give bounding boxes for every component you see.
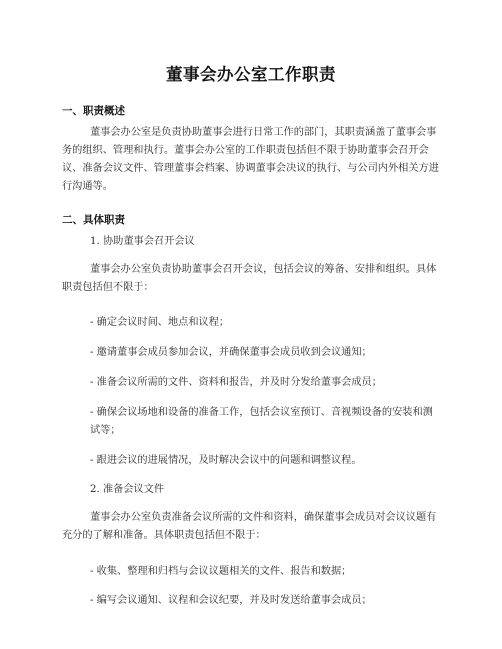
- list-item: - 确保会议场地和设备的准备工作，包括会议室预订、音视频设备的安装和测试等；: [90, 407, 433, 436]
- document-title: 董事会办公室工作职责: [166, 65, 336, 84]
- list-item: - 准备会议所需的文件、资料和报告，并及时分发给董事会成员；: [90, 377, 382, 388]
- item-heading-meetings: 1. 协助董事会召开会议: [90, 236, 195, 247]
- section-heading-overview: 一、职责概述: [62, 105, 125, 117]
- list-item: - 编写会议通知、议程和会议纪要，并及时发送给董事会成员；: [90, 595, 372, 606]
- item-intro-meetings: 董事会办公室负责协助董事会召开会议，包括会议的筹备、安排和组织。具体职责包括但不限于：: [62, 264, 437, 293]
- item-heading-documents: 2. 准备会议文件: [90, 484, 165, 495]
- list-item: - 邀请董事会成员参加会议，并确保董事会成员收到会议通知；: [90, 347, 372, 358]
- list-item: - 收集、整理和归档与会议议题相关的文件、报告和数据；: [90, 566, 352, 577]
- item-intro-documents: 董事会办公室负责准备会议所需的文件和资料，确保董事会成员对会议议题有充分的了解和准备。具体职责包括但不限于：: [62, 512, 437, 541]
- list-item: - 跟进会议的进展情况，及时解决会议中的问题和调整议程。: [90, 455, 362, 466]
- list-item: - 确定会议时间、地点和议程；: [90, 317, 230, 328]
- overview-paragraph: 董事会办公室是负责协助董事会进行日常工作的部门，其职责涵盖了董事会事务的组织、管理和执行。董事会办公室的工作职责包括但不限于协助董事会召开会议、准备会议文件、管理董事会档案、协调董事会决议的执行、与公司内外相关方进行沟通等。: [62, 127, 439, 192]
- section-heading-duties: 二、具体职责: [62, 214, 125, 226]
